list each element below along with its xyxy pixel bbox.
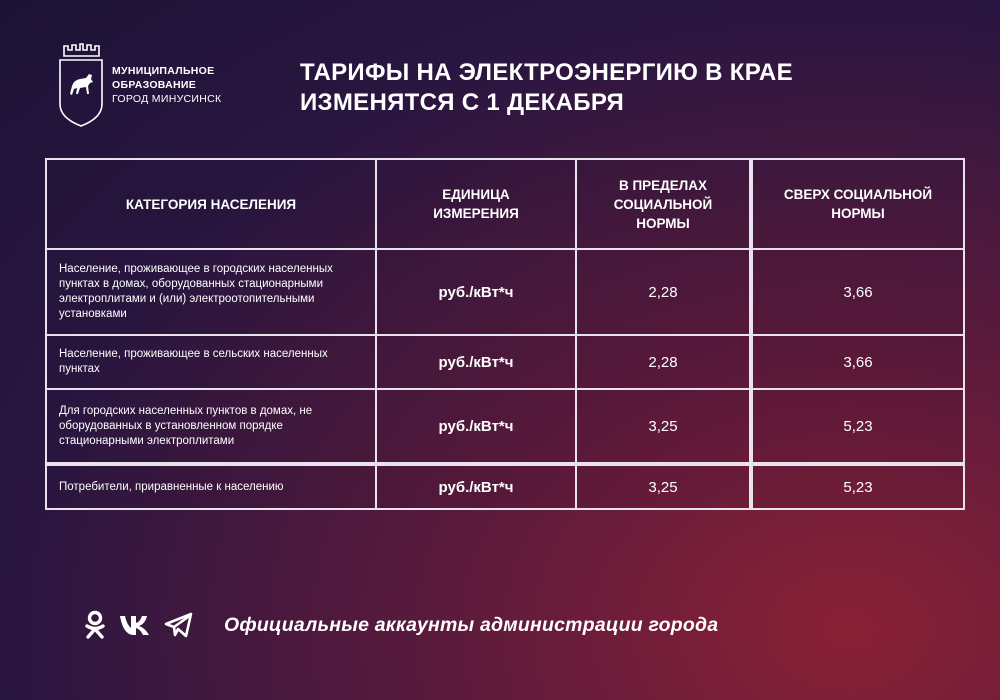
row-within-norm: 2,28 (575, 248, 751, 336)
odnoklassniki-icon[interactable] (84, 610, 106, 640)
header-category: КАТЕГОРИЯ НАСЕЛЕНИЯ (45, 158, 377, 250)
row-above-norm: 3,66 (751, 334, 965, 390)
row-above-norm: 5,23 (751, 464, 965, 510)
row-unit: руб./кВт*ч (375, 388, 577, 464)
title-line: ТАРИФЫ НА ЭЛЕКТРОЭНЕРГИЮ В КРАЕ (300, 59, 793, 86)
row-within-norm: 3,25 (575, 464, 751, 510)
row-above-norm: 5,23 (751, 388, 965, 464)
row-within-norm: 3,25 (575, 388, 751, 464)
row-within-norm: 2,28 (575, 334, 751, 390)
row-category: Население, проживающее в городских населенных пунктах в домах, оборудованных стационарными электроплитами и (или) электроотопительными установками (45, 248, 377, 336)
city-logo (56, 42, 236, 128)
row-unit: руб./кВт*ч (375, 464, 577, 510)
row-category: Население, проживающее в сельских населенных пунктах (45, 334, 377, 390)
logo-line: МУНИЦИПАЛЬНОЕ (112, 65, 215, 77)
row-category: Потребители, приравненные к населению (45, 464, 377, 510)
page-title (300, 58, 940, 118)
header-within-norm: В ПРЕДЕЛАХ СОЦИАЛЬНОЙ НОРМЫ (575, 158, 751, 250)
social-footer (84, 608, 718, 642)
logo-line: ГОРОД МИНУСИНСК (112, 93, 222, 105)
footer-text: Официальные аккаунты администрации города (224, 613, 719, 636)
telegram-icon[interactable] (164, 612, 194, 638)
logo-line: ОБРАЗОВАНИЕ (112, 79, 197, 91)
tariff-table (45, 158, 965, 510)
coat-of-arms-icon (56, 42, 106, 128)
header-unit: ЕДИНИЦА ИЗМЕРЕНИЯ (375, 158, 577, 250)
row-above-norm: 3,66 (751, 248, 965, 336)
row-unit: руб./кВт*ч (375, 248, 577, 336)
vk-icon[interactable] (118, 613, 152, 637)
title-line: ИЗМЕНЯТСЯ С 1 ДЕКАБРЯ (300, 89, 625, 116)
row-unit: руб./кВт*ч (375, 334, 577, 390)
row-category: Для городских населенных пунктов в домах, не оборудованных в установленном порядке стационарными электроплитами (45, 388, 377, 464)
header-above-norm: СВЕРХ СОЦИАЛЬНОЙ НОРМЫ (751, 158, 965, 250)
logo-text (112, 64, 221, 106)
